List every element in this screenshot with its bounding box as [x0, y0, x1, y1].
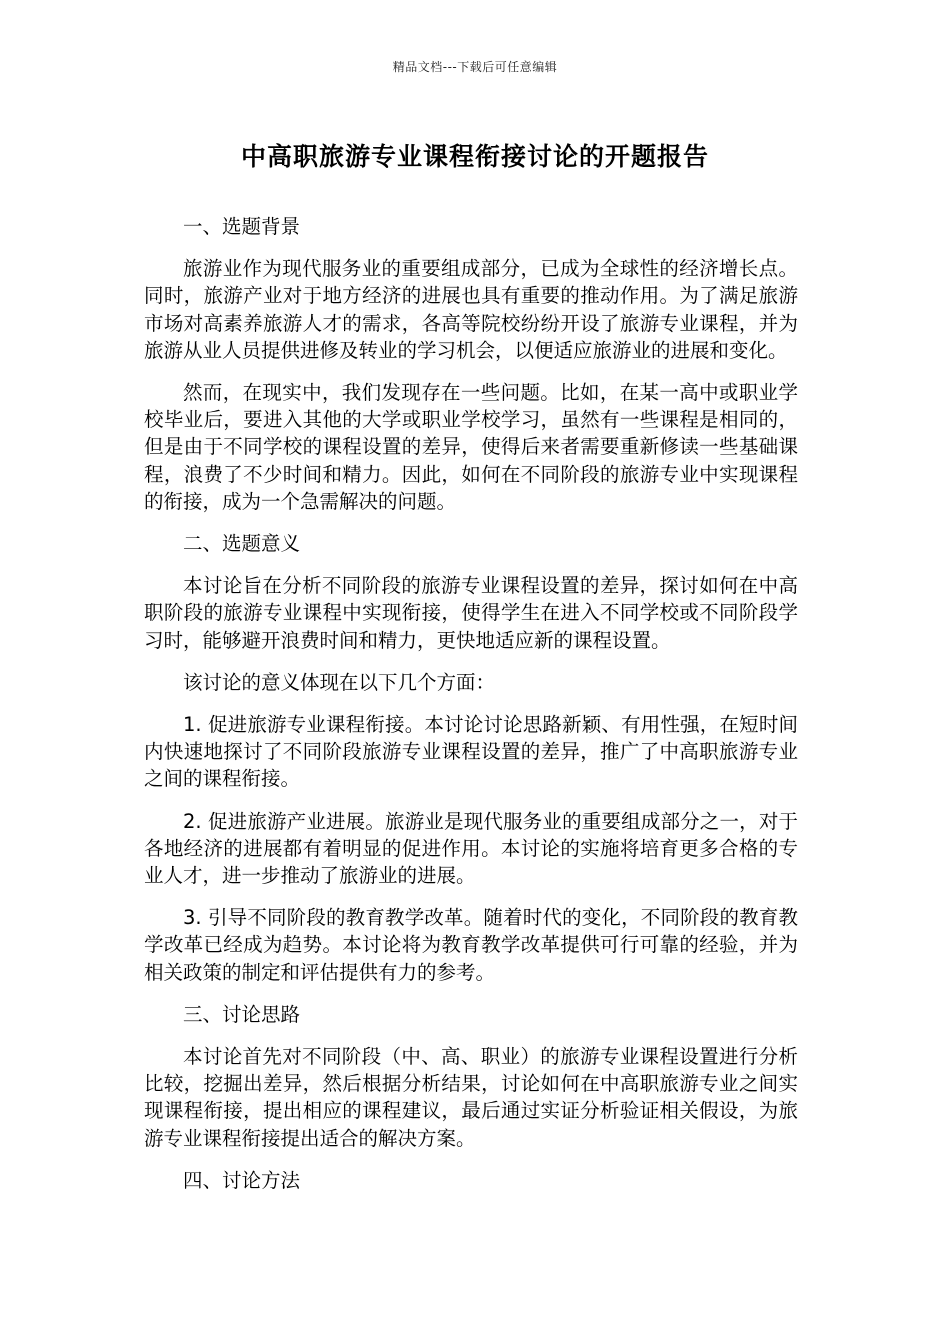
section-heading-methods: 四、讨论方法 [183, 1168, 301, 1192]
header-note: 精品文档---下载后可任意编辑 [392, 60, 558, 74]
section-heading-approach: 三、讨论思路 [183, 1002, 301, 1026]
document-title: 中高职旅游专业课程衔接讨论的开题报告 [240, 142, 709, 171]
section-heading-significance: 二、选题意义 [183, 532, 301, 556]
section-heading-background: 一、选题背景 [183, 215, 301, 238]
document-body [144, 213, 798, 1209]
list-item-paragraph: 2. 促进旅游产业进展。旅游业是现代服务业的重要组成部分之一，对于各地经济的进展都有着明显的促进作用。本讨论的实施将培育更多合格的专业人才，进一步推动了旅游业的进展。 [144, 809, 798, 888]
paragraph: 然而，在现实中，我们发现存在一些问题。比如，在某一高中或职业学校毕业后，要进入其他的大学或职业学校学习，虽然有一些课程是相同的，但是由于不同学校的课程设置的差异，使得后来者需要重新修读一些基础课程，浪费了不少时间和精力。因此，如何在不同阶段的旅游专业中实现课程的衔接，成为一个急需解决的问题。 [144, 381, 798, 513]
paragraph: 本讨论旨在分析不同阶段的旅游专业课程设置的差异，探讨如何在中高职阶段的旅游专业课程中实现衔接，使得学生在进入不同学校或不同阶段学习时，能够避开浪费时间和精力，更快地适应新的课程设置。 [144, 574, 798, 652]
paragraph: 旅游业作为现代服务业的重要组成部分，已成为全球性的经济增长点。同时，旅游产业对于地方经济的进展也具有重要的推动作用。为了满足旅游市场对高素养旅游人才的需求，各高等院校纷纷开设了旅游专业课程，并为旅游从业人员提供进修及转业的学习机会，以便适应旅游业的进展和变化。 [144, 257, 798, 362]
paragraph: 该讨论的意义体现在以下几个方面： [183, 670, 496, 694]
paragraph: 本讨论首先对不同阶段（中、高、职业）的旅游专业课程设置进行分析比较，挖掘出差异，然后根据分析结果，讨论如何在中高职旅游专业之间实现课程衔接，提出相应的课程建议，最后通过实证分析验证相关假设，为旅游专业课程衔接提出适合的解决方案。 [144, 1045, 798, 1150]
list-item-paragraph: 3. 引导不同阶段的教育教学改革。随着时代的变化，不同阶段的教育教学改革已经成为趋势。本讨论将为教育教学改革提供可行可靠的经验，并为相关政策的制定和评估提供有力的参考。 [144, 906, 798, 984]
list-item-paragraph: 1. 促进旅游专业课程衔接。本讨论讨论思路新颖、有用性强，在短时间内快速地探讨了不同阶段旅游专业课程设置的差异，推广了中高职旅游专业之间的课程衔接。 [144, 713, 798, 791]
